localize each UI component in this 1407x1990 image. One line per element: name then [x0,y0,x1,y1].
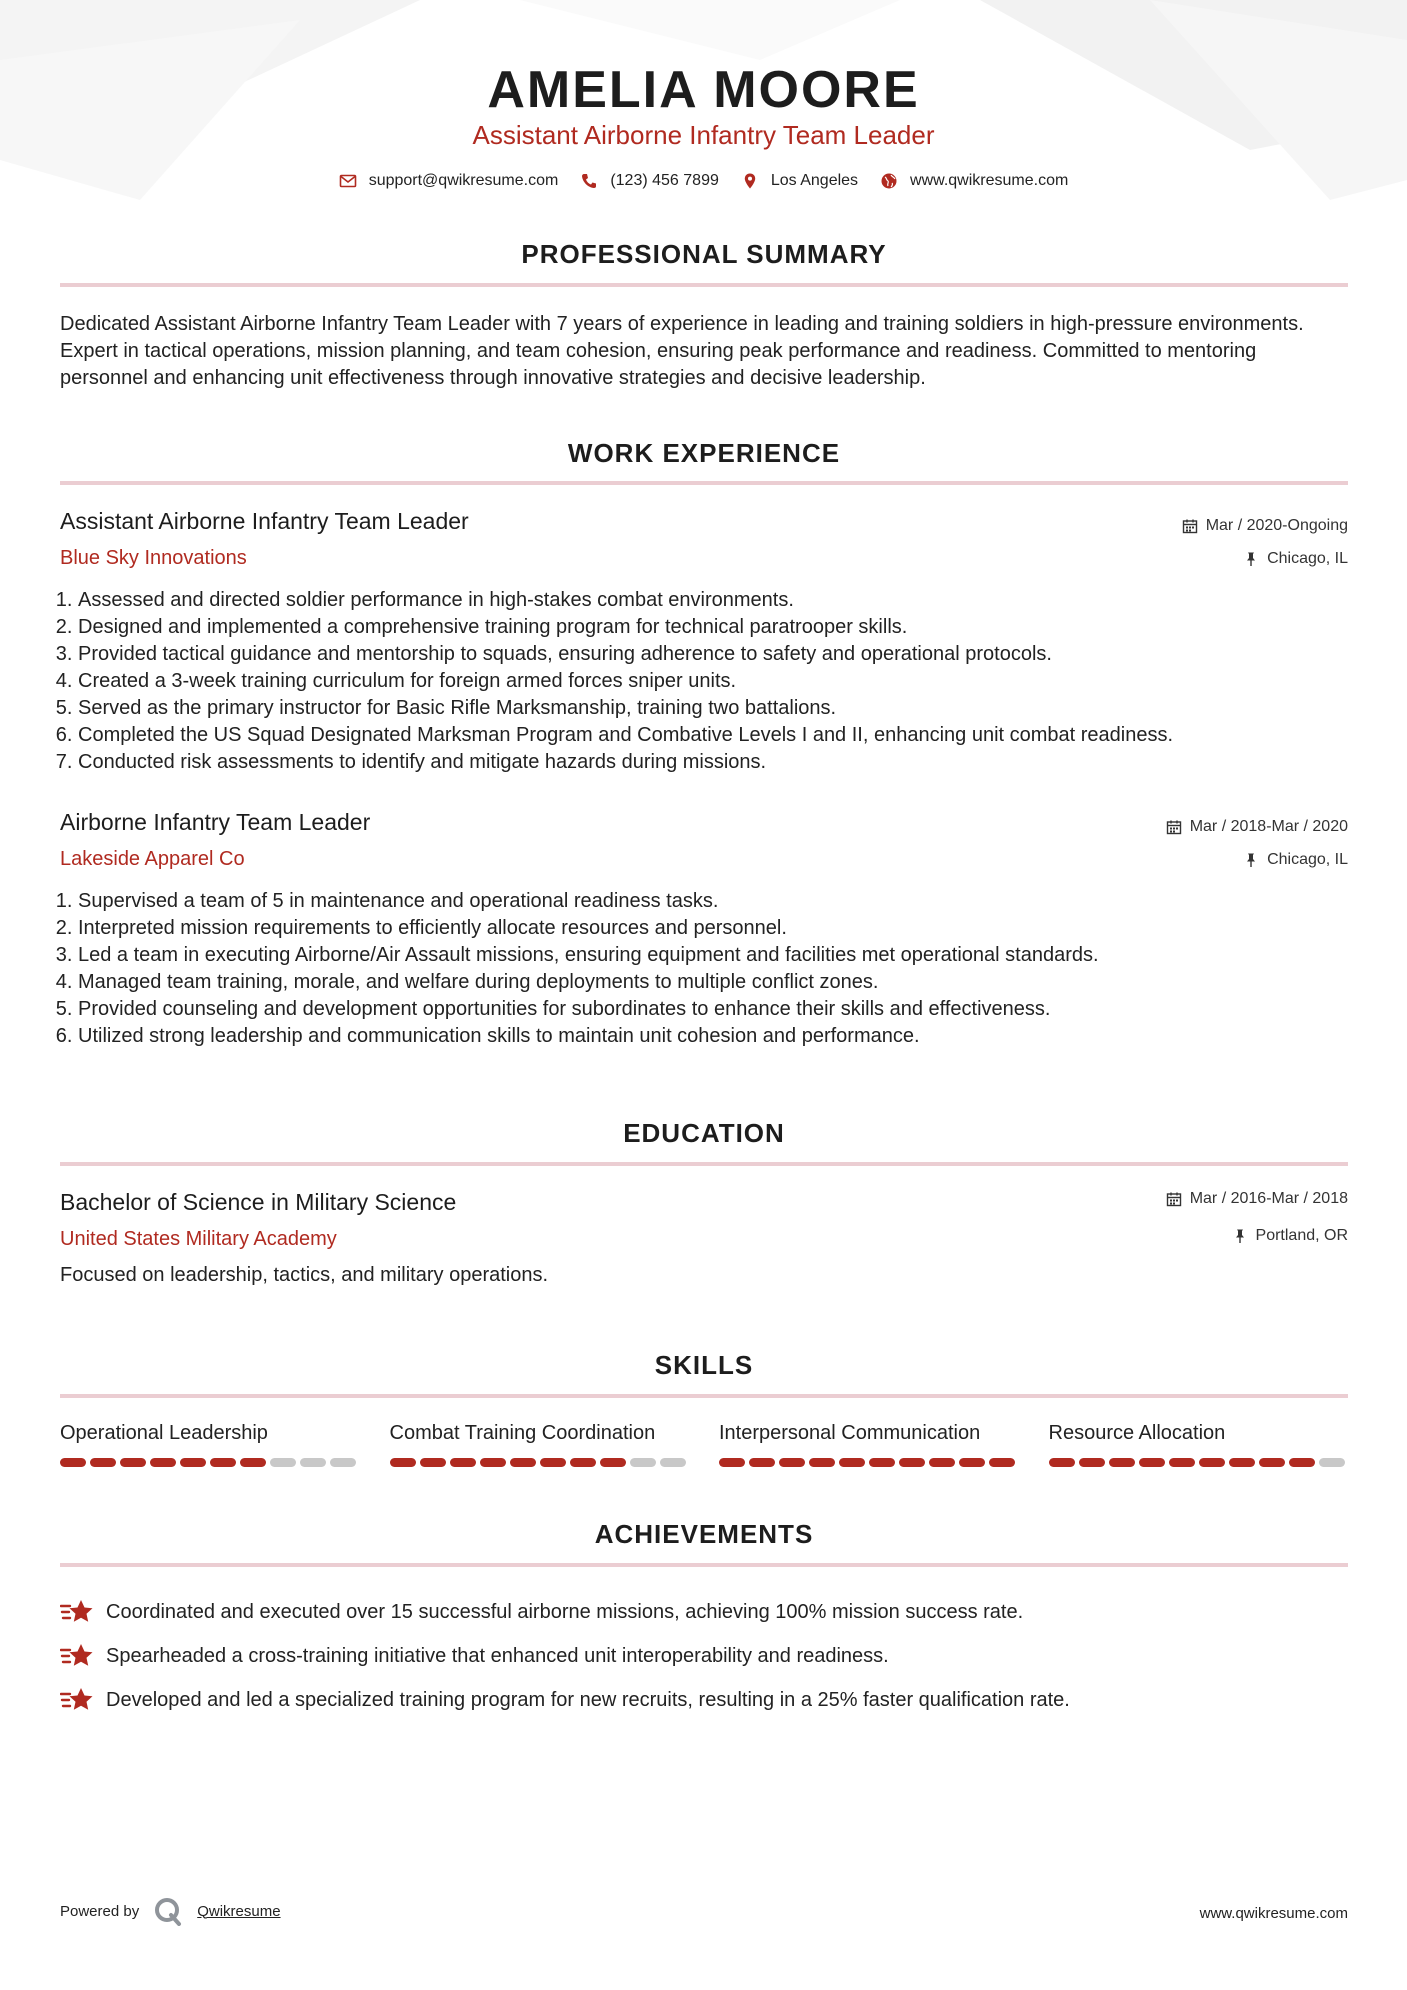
job-company: Lakeside Apparel Co [60,848,245,870]
map-pin-icon [741,172,759,190]
list-item: 5. Served as the primary instructor for Basic Rifle Marksmanship, training two battalions. [78,695,1366,722]
job-location-text: Chicago, IL [1267,550,1348,567]
list-item: 6. Utilized strong leadership and communication skills to maintain unit cohesion and performance. [78,1023,1366,1050]
section-divider [60,1563,1348,1567]
shooting-star-icon [60,1597,94,1627]
skill-label: Operational Leadership [60,1422,268,1444]
list-item: 2. Designed and implemented a comprehensive training program for technical paratrooper skills. [78,614,1366,641]
skill-label: Resource Allocation [1048,1422,1226,1444]
job-bullets [60,888,1366,1050]
skill-segment-filled [120,1458,146,1467]
skill-segment-filled [1079,1458,1105,1467]
skill-item [719,1420,1019,1467]
skill-segment-filled [1229,1458,1255,1467]
calendar-icon [1182,518,1198,534]
education-school: United States Military Academy [60,1228,337,1250]
list-item: 5. Provided counseling and development opportunities for subordinates to enhance their skills and effectiveness. [78,996,1366,1023]
skill-segment-filled [1199,1458,1225,1467]
job-title: Assistant Airborne Infantry Team Leader [60,508,469,534]
list-item: 3. Provided tactical guidance and mentorship to squads, ensuring adherence to safety and operational protocols. [78,641,1366,668]
skill-segment-filled [779,1458,805,1467]
education-dates [1166,1189,1348,1209]
skill-level-bar [1049,1458,1349,1467]
skill-segment-filled [390,1458,416,1467]
achievement-text: Spearheaded a cross-training initiative that enhanced unit interoperability and readiness. [106,1645,889,1667]
skill-segment-filled [570,1458,596,1467]
job-dates-text: Mar / 2018-Mar / 2020 [1189,818,1348,835]
skill-item [390,1420,690,1467]
contact-email[interactable] [339,172,559,190]
skill-segment-filled [1109,1458,1135,1467]
list-item [60,1678,1348,1722]
achievements-list [60,1590,1348,1722]
skill-segment-filled [60,1458,86,1467]
pushpin-icon [1243,852,1259,868]
skill-item [1049,1420,1349,1467]
job-location [1243,549,1348,569]
skill-segment-filled [1139,1458,1165,1467]
skills-grid [60,1420,1348,1467]
skill-label: Combat Training Coordination [389,1422,656,1444]
shooting-star-icon [60,1641,94,1671]
contact-bar [0,172,1407,190]
list-item: 4. Created a 3-week training curriculum for foreign armed forces sniper units. [78,668,1366,695]
section-title-experience: WORK EXPERIENCE [567,438,841,468]
skill-segment-filled [180,1458,206,1467]
contact-location-text: Los Angeles [770,172,859,189]
calendar-icon [1166,819,1182,835]
powered-by-label: Powered by [60,1902,140,1920]
education-description: Focused on leadership, tactics, and military operations. [60,1264,549,1286]
contact-website-text: www.qwikresume.com [910,172,1069,189]
skill-segment-filled [510,1458,536,1467]
job-location [1243,850,1348,870]
globe-icon [880,172,898,190]
section-divider [60,283,1348,287]
pushpin-icon [1232,1228,1248,1244]
skill-segment-filled [450,1458,476,1467]
job-title: Airborne Infantry Team Leader [60,809,371,835]
section-divider [60,481,1348,485]
list-item: 1. Assessed and directed soldier performance in high-stakes combat environments. [78,587,1366,614]
contact-email-text: support@qwikresume.com [368,172,559,189]
skill-segment-filled [480,1458,506,1467]
skill-segment-filled [1049,1458,1075,1467]
skill-segment-filled [929,1458,955,1467]
section-title-achievements: ACHIEVEMENTS [594,1519,814,1549]
skill-segment-filled [150,1458,176,1467]
skill-segment-empty [330,1458,356,1467]
job-company: Blue Sky Innovations [60,547,247,569]
pushpin-icon [1243,551,1259,567]
skill-segment-filled [240,1458,266,1467]
envelope-icon [339,172,357,190]
skill-segment-filled [420,1458,446,1467]
footer-powered-by [60,1896,281,1926]
list-item: 6. Completed the US Squad Designated Marksman Program and Combative Levels I and II, enhancing unit combat readiness. [78,722,1366,749]
job-dates [1182,516,1348,536]
skill-segment-empty [300,1458,326,1467]
list-item: 7. Conducted risk assessments to identify and mitigate hazards during missions. [78,749,1366,776]
job-dates-text: Mar / 2020-Ongoing [1205,517,1348,534]
qwikresume-logo-icon [153,1896,183,1926]
list-item: 2. Interpreted mission requirements to efficiently allocate resources and personnel. [78,915,1366,942]
skill-segment-filled [1289,1458,1315,1467]
skill-segment-filled [959,1458,985,1467]
contact-phone-text: (123) 456 7899 [610,172,719,189]
skill-segment-filled [869,1458,895,1467]
education-dates-text: Mar / 2016-Mar / 2018 [1189,1190,1348,1207]
skill-level-bar [719,1458,1019,1467]
section-title-summary: PROFESSIONAL SUMMARY [521,239,887,269]
skill-segment-filled [90,1458,116,1467]
job-location-text: Chicago, IL [1267,851,1348,868]
footer-url[interactable]: www.qwikresume.com [1199,1905,1348,1922]
skill-segment-filled [749,1458,775,1467]
skill-segment-filled [540,1458,566,1467]
skill-level-bar [60,1458,360,1467]
achievement-text: Coordinated and executed over 15 successful airborne missions, achieving 100% mission success rate. [106,1601,1024,1623]
section-title-skills: SKILLS [654,1350,754,1380]
education-degree: Bachelor of Science in Military Science [60,1189,457,1215]
skill-segment-filled [989,1458,1015,1467]
section-divider [60,1162,1348,1166]
skill-segment-filled [719,1458,745,1467]
contact-website[interactable] [880,172,1068,190]
contact-phone[interactable] [580,172,719,190]
skill-label: Interpersonal Communication [719,1422,981,1444]
achievement-text: Developed and led a specialized training program for new recruits, resulting in a 25% faster qualification rate. [106,1689,1070,1711]
job-dates [1166,817,1348,837]
skill-segment-empty [1319,1458,1345,1467]
skill-segment-filled [899,1458,925,1467]
skill-segment-filled [1169,1458,1195,1467]
skill-segment-filled [600,1458,626,1467]
skill-segment-filled [839,1458,865,1467]
skill-segment-empty [630,1458,656,1467]
skill-segment-filled [210,1458,236,1467]
list-item [60,1634,1348,1678]
calendar-icon [1166,1191,1182,1207]
contact-location [741,172,858,190]
skill-item [60,1420,360,1467]
skill-segment-empty [270,1458,296,1467]
phone-icon [580,172,598,190]
candidate-role: Assistant Airborne Infantry Team Leader [472,120,935,150]
section-title-education: EDUCATION [623,1118,785,1148]
skill-segment-filled [1259,1458,1285,1467]
education-location-text: Portland, OR [1255,1227,1348,1244]
shooting-star-icon [60,1685,94,1715]
skill-segment-empty [660,1458,686,1467]
list-item [60,1590,1348,1634]
list-item: 1. Supervised a team of 5 in maintenance and operational readiness tasks. [78,888,1366,915]
candidate-name: AMELIA MOORE [487,61,920,119]
brand-link[interactable]: Qwikresume [197,1902,281,1920]
list-item: 4. Managed team training, morale, and welfare during deployments to multiple conflict zones. [78,969,1366,996]
skill-level-bar [390,1458,690,1467]
list-item: 3. Led a team in executing Airborne/Air Assault missions, ensuring equipment and facilities met operational standards. [78,942,1366,969]
section-divider [60,1394,1348,1398]
job-bullets [60,587,1366,776]
summary-text: Dedicated Assistant Airborne Infantry Team Leader with 7 years of experience in leading and training soldiers in high-pressure environments. Expert in tactical operations, mission planning, and team cohesion, ensuring peak performance and readiness. Committed to mentoring personnel and enhancing unit effectiveness through innovative strategies and decisive leadership. [60,313,1304,389]
skill-segment-filled [809,1458,835,1467]
education-location [1232,1226,1348,1246]
